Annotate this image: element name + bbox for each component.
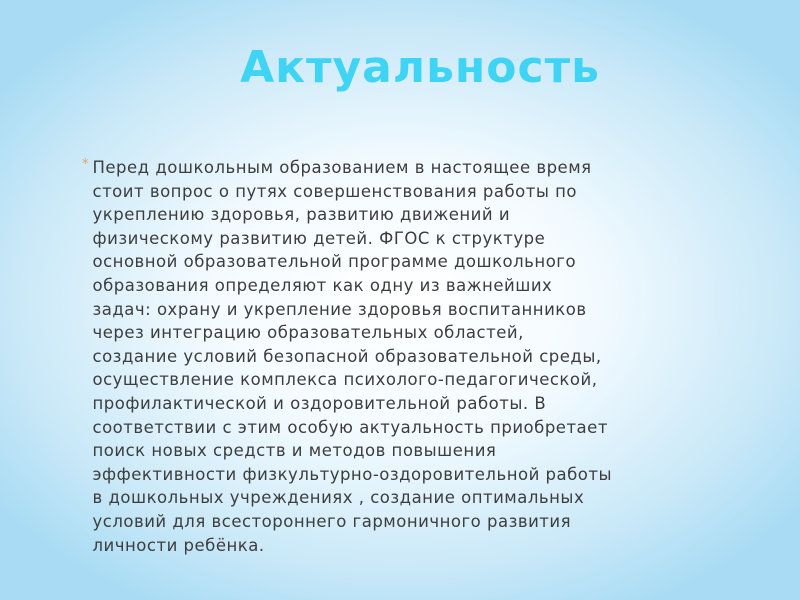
paragraph-line: профилактической и оздоровительной работы. В [92, 393, 547, 413]
slide-body [82, 156, 712, 557]
paragraph-line: поиск новых средств и методов повышения [92, 441, 497, 461]
slide-title: Актуальность [240, 42, 600, 93]
paragraph-line: личности ребёнка. [92, 535, 265, 555]
bullet-marker: * [82, 157, 89, 172]
paragraph-line: осуществление комплекса психолого-педагогической, [92, 370, 598, 390]
paragraph-line: задач: охрану и укрепление здоровья воспитанников [92, 299, 587, 319]
paragraph-line: в дошкольных учреждениях , создание оптимальных [92, 488, 585, 508]
paragraph-line: через интеграцию образовательных областей, [92, 323, 524, 343]
paragraph-line: стоит вопрос о путях совершенствования работы по [92, 181, 577, 201]
paragraph-line: образования определяют как одну из важнейших [92, 275, 553, 295]
bullet-paragraph [82, 156, 712, 557]
paragraph-line: укреплению здоровья, развитию движений и [92, 205, 511, 225]
paragraph-line: основной образовательной программе дошкольного [92, 252, 577, 272]
paragraph-line: физическому развитию детей. ФГОС к структуре [92, 228, 546, 248]
paragraph-line: Перед дошкольным образованием в настоящее время [92, 158, 592, 177]
paragraph-line: эффективности физкультурно-оздоровительной работы [92, 464, 613, 484]
paragraph-text [93, 156, 613, 557]
paragraph-line: соответствии с этим особую актуальность приобретает [92, 417, 608, 437]
paragraph-line: условий для всестороннего гармоничного развития [92, 511, 572, 531]
paragraph-line: создание условий безопасной образовательной среды, [92, 346, 602, 366]
